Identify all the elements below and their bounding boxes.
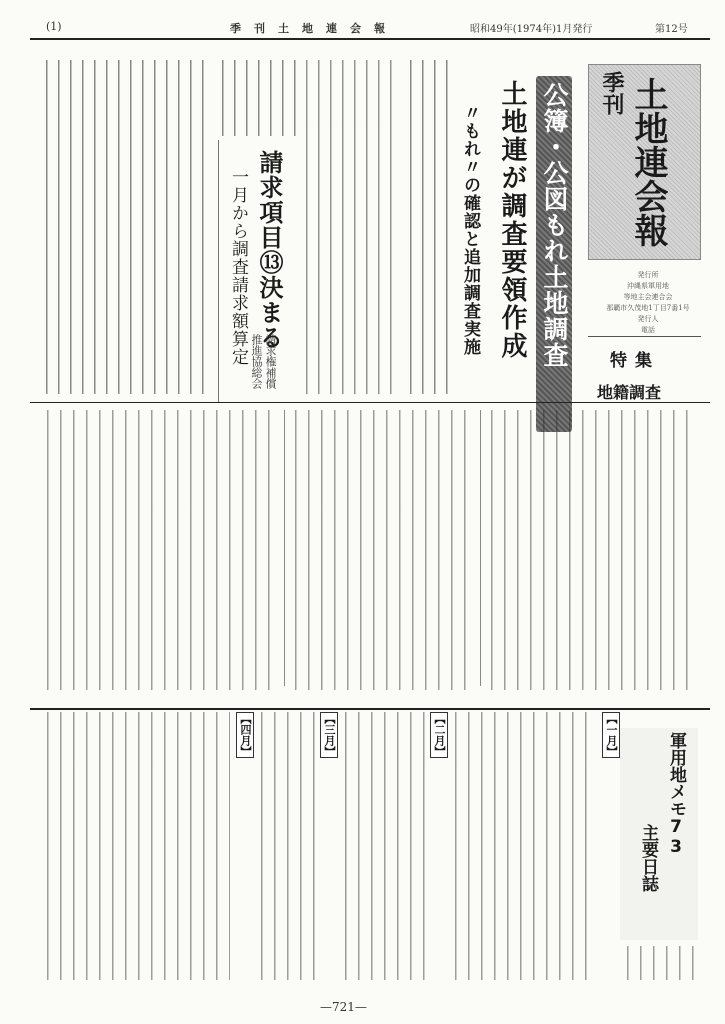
diary-title-box (620, 728, 698, 940)
article2-subhead: 一月から調査請求額算定 (228, 168, 248, 366)
article2-body-right (40, 60, 212, 394)
masthead-kikan: 季刊 (599, 71, 625, 115)
diary-body-block (620, 946, 698, 980)
article2-body-top (216, 60, 298, 136)
article1-body-columns (300, 60, 400, 394)
diary-month-label: 【三月】 (320, 712, 338, 758)
article2-org-line2: 推進協総会 (250, 334, 263, 389)
publisher-line: 発行人 (637, 315, 659, 323)
publisher-info (600, 270, 696, 336)
article1-banner-text: 公簿・公図もれ土地調査 (540, 82, 569, 368)
publisher-line: 電話 (641, 326, 655, 334)
publisher-line: 等地主会連合会 (623, 293, 673, 301)
masthead-logo (588, 64, 701, 260)
diary-body-block (40, 712, 230, 980)
special-label: 特集 (610, 351, 660, 371)
diary-title-line2: 主要日誌 (638, 824, 658, 892)
diary-body-block (254, 712, 316, 980)
header-page-number: (1) (46, 20, 62, 33)
diary-body-block (338, 712, 426, 980)
diary-month-label: 【一月】 (602, 712, 620, 758)
diary-month-label: 【二月】 (430, 712, 448, 758)
header-issue: 第12号 (655, 24, 688, 35)
mid-rule (30, 402, 710, 403)
article1-headline: 土地連が調査要領作成 (497, 80, 527, 360)
publisher-line: 沖縄県軍用地 (627, 282, 669, 290)
diary-month-label: 【四月】 (236, 712, 254, 758)
diary-body-block (448, 712, 598, 980)
diary-rule (30, 708, 710, 710)
publisher-line: 発行所 (637, 271, 659, 279)
publisher-line: 那覇市久茂地1丁目7番1号 (606, 304, 690, 312)
article1-body-top (404, 60, 450, 394)
article2-headline: 請求項目⑬決まる (255, 150, 283, 350)
header-rule (30, 38, 710, 40)
article2-org-line1: 請求権補償 (264, 334, 277, 389)
article1-subhead: 〃もれ〃の確認と追加調査実施 (460, 104, 480, 356)
middle-col-divider (480, 410, 481, 686)
header-date: 昭和49年(1974年)1月発行 (470, 24, 593, 35)
diary-title-line1: 軍用地メモ73 (666, 732, 686, 857)
middle-col-divider (284, 410, 285, 686)
special-topic: 地籍調査 (597, 383, 662, 402)
middle-body-block (484, 410, 694, 690)
middle-body-block (40, 410, 280, 690)
header-newspaper-title: 季 刊 土 地 連 会 報 (230, 22, 386, 35)
masthead-title: 土地連会報 (628, 77, 668, 247)
middle-body-block (288, 410, 476, 690)
article1-banner (536, 76, 572, 432)
page-folio: —721— (320, 1000, 367, 1014)
